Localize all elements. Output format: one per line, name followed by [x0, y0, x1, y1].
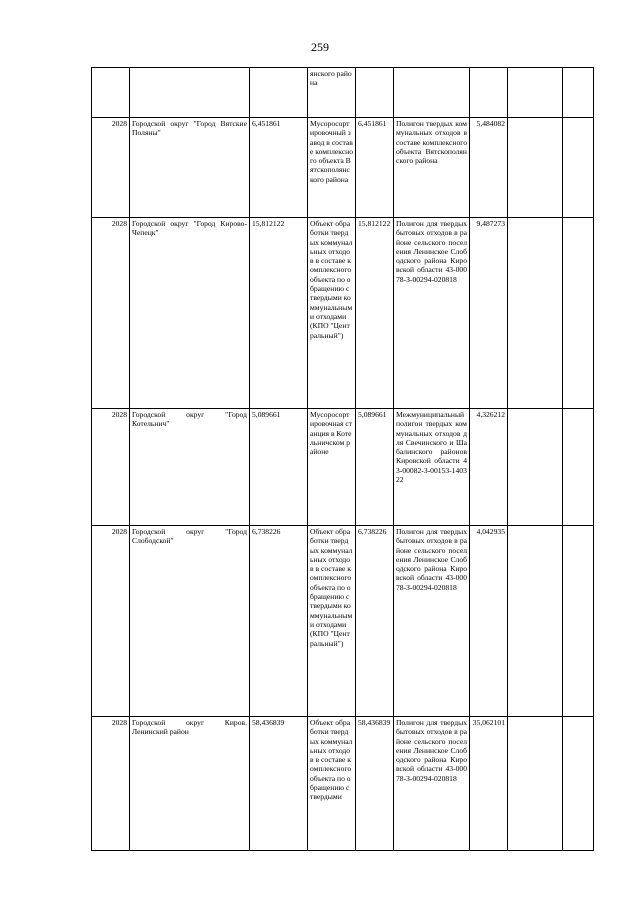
empty-cell [508, 118, 563, 218]
year-cell [92, 68, 130, 118]
empty-cell [508, 526, 563, 717]
empty-cell [563, 409, 594, 526]
mass-cell [250, 68, 308, 118]
year-cell: 2028 [92, 409, 130, 526]
processing-object-cell: янского района [308, 68, 356, 118]
disposal-site-cell: Полигон для твердых бытовых отходов в районе сельского поселения Ленинское Слободского района Кировской области 43-00078-З-00294-020818 [394, 717, 470, 851]
table-row [92, 717, 594, 851]
empty-cell [508, 68, 563, 118]
mass-cell: 15,812122 [250, 218, 308, 409]
page-number: 259 [311, 40, 329, 54]
territory-cell: Городской округ "Город Слободской" [130, 526, 250, 717]
distance-cell [470, 68, 508, 118]
year-cell: 2028 [92, 717, 130, 851]
disposal-site-cell: Полигон для твердых бытовых отходов в районе сельского поселения Ленинское Слободского района Кировской области 43-00078-З-00294-020818 [394, 218, 470, 409]
distance-cell: 35,062101 [470, 717, 508, 851]
disposal-site-cell: Полигон твердых коммунальных отходов в составе комплексного объекта Вятскополянского района [394, 118, 470, 218]
distance-cell: 5,484082 [470, 118, 508, 218]
processing-object-cell: Мусоросортировочный завод в составе комплексного объекта Вятскополянского района [308, 118, 356, 218]
object-mass-cell: 15,812122 [356, 218, 394, 409]
empty-cell [508, 717, 563, 851]
processing-object-cell: Объект обработки твердых коммунальных отходов в составе комплексного объекта по обращению с твердыми [308, 717, 356, 851]
distance-cell: 4,042935 [470, 526, 508, 717]
mass-cell: 5,089661 [250, 409, 308, 526]
waste-flow-table [91, 67, 594, 851]
object-mass-cell [356, 68, 394, 118]
empty-cell [508, 218, 563, 409]
processing-object-cell: Объект обработки твердых коммунальных отходов в составе комплексного объекта по обращению с твердыми коммунальными отходами (КПО "Центральный") [308, 218, 356, 409]
territory-cell [130, 68, 250, 118]
object-mass-cell: 5,089661 [356, 409, 394, 526]
object-mass-cell: 6,451861 [356, 118, 394, 218]
disposal-site-cell: Межмуниципальный полигон твердых коммунальных отходов для Свечинского и Шабалинского районов Кировской области 43-00082-З-00153-140322 [394, 409, 470, 526]
territory-cell: Городской округ "Город Вятские Поляны" [130, 118, 250, 218]
year-cell: 2028 [92, 526, 130, 717]
object-mass-cell: 58,436839 [356, 717, 394, 851]
mass-cell: 6,738226 [250, 526, 308, 717]
table-row [92, 68, 594, 118]
territory-cell: Городской округ Киров. Ленинский район [130, 717, 250, 851]
processing-object-cell: Объект обработки твердых коммунальных отходов в составе комплексного объекта по обращению с твердыми коммунальными отходами (КПО "Центральный") [308, 526, 356, 717]
processing-object-cell: Мусоросортировочная станция в Котельничском районе [308, 409, 356, 526]
disposal-site-cell: Полигон для твердых бытовых отходов в районе сельского поселения Ленинское Слободского района Кировской области 43-00078-З-00294-020818 [394, 526, 470, 717]
empty-cell [508, 409, 563, 526]
territory-cell: Городской округ "Город Котельнич" [130, 409, 250, 526]
empty-cell [563, 118, 594, 218]
year-cell: 2028 [92, 118, 130, 218]
table-row [92, 409, 594, 526]
empty-cell [563, 526, 594, 717]
mass-cell: 6,451861 [250, 118, 308, 218]
distance-cell: 4,326212 [470, 409, 508, 526]
table-row [92, 526, 594, 717]
mass-cell: 58,436839 [250, 717, 308, 851]
empty-cell [563, 717, 594, 851]
distance-cell: 9,487273 [470, 218, 508, 409]
year-cell: 2028 [92, 218, 130, 409]
object-mass-cell: 6,738226 [356, 526, 394, 717]
table-row [92, 218, 594, 409]
table-row [92, 118, 594, 218]
empty-cell [563, 68, 594, 118]
disposal-site-cell [394, 68, 470, 118]
territory-cell: Городской округ "Город Кирово-Чепецк" [130, 218, 250, 409]
empty-cell [563, 218, 594, 409]
